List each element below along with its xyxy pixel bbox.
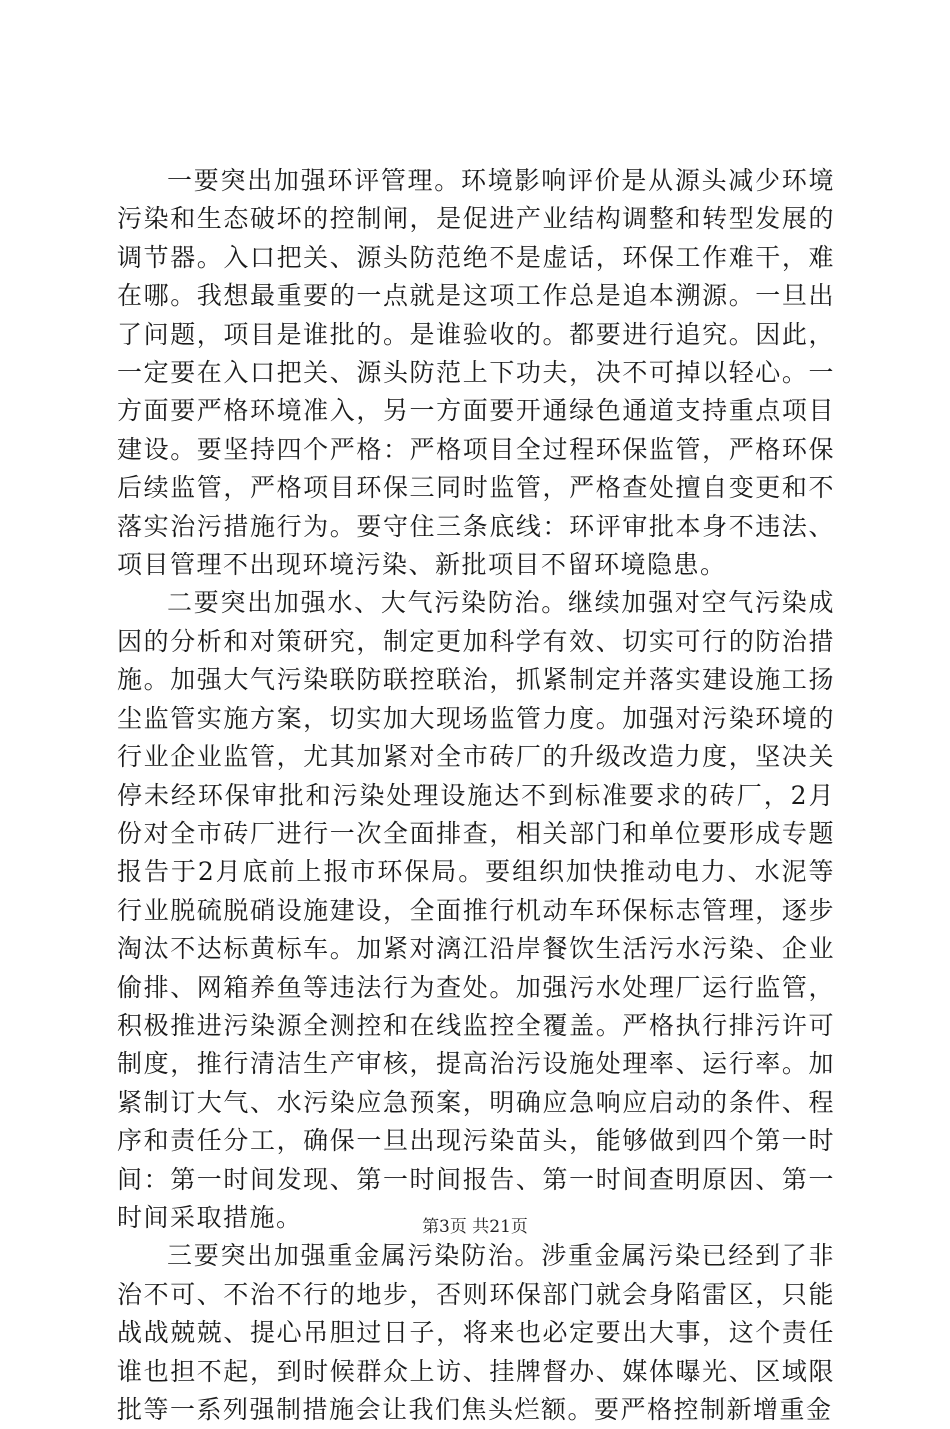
page-number: 第3页 共21页: [422, 1217, 528, 1237]
paragraph-2: 二要突出加强水、大气污染防治。继续加强对空气污染成因的分析和对策研究，制定更加科学有效、切实可行的防治措施。加强大气污染联防联控联治，抓紧制定并落实建设施工扬尘监管实施方案，切实加大现场监管力度。加强对污染环境的行业企业监管，尤其加紧对全市砖厂的升级改造力度，坚决关停未经环保审批和污染处理设施达不到标准要求的砖厂，2月份对全市砖厂进行一次全面排查，相关部门和单位要形成专题报告于2月底前上报市环保局。要组织加快推动电力、水泥等行业脱硫脱硝设施建设，全面推行机动车环保标志管理，逐步淘汰不达标黄标车。加紧对漓江沿岸餐饮生活污水污染、企业偷排、网箱养鱼等违法行为查处。加强污水处理厂运行监管，积极推进污染源全测控和在线监控全覆盖。严格执行排污许可制度，推行清洁生产审核，提高治污设施处理率、运行率。加紧制订大气、水污染应急预案，明确应急响应启动的条件、程序和责任分工，确保一旦出现污染苗头，能够做到四个第一时间：第一时间发现、第一时间报告、第一时间查明原因、第一时间采取措施。: [117, 588, 835, 1232]
paragraph-1: 一要突出加强环评管理。环境影响评价是从源头减少环境污染和生态破坏的控制闸，是促进产业结构调整和转型发展的调节器。入口把关、源头防范绝不是虚话，环保工作难干，难在哪。我想最重要的一点就是这项工作总是追本溯源。一旦出了问题，项目是谁批的。是谁验收的。都要进行追究。因此，一定要在入口把关、源头防范上下功夫，决不可掉以轻心。一方面要严格环境准入，另一方面要开通绿色通道支持重点项目建设。要坚持四个严格：严格项目全过程环保监管，严格环保后续监管，严格项目环保三同时监管，严格查处擅自变更和不落实治污措施行为。要守住三条底线：环评审批本身不违法、项目管理不出现环境污染、新批项目不留环境隐患。: [117, 166, 835, 580]
paragraph-3: 三要突出加强重金属污染防治。涉重金属污染已经到了非治不可、不治不行的地步，否则环保部门就会身陷雷区，只能战战兢兢、提心吊胆过日子，将来也必定要出大事，这个责任谁也担不起，到时候群众上访、挂牌督办、媒体曝光、区域限批等一系列强制措施会让我们焦头烂额。要严格控制新增重金: [117, 1241, 835, 1424]
page-footer: [0, 1215, 950, 1239]
